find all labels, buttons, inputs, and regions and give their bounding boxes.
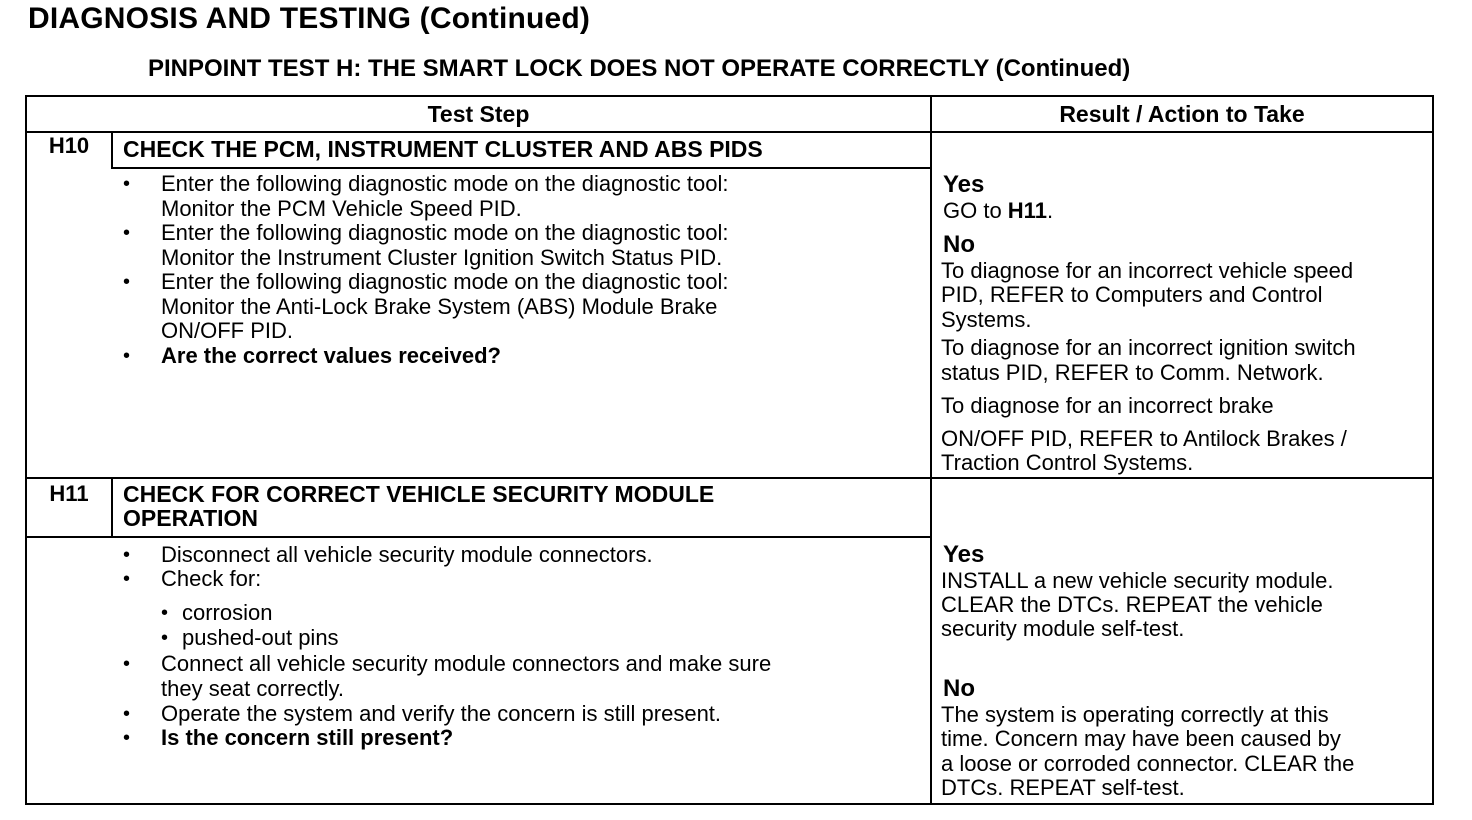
- yes-label: Yes: [943, 171, 985, 198]
- step-id-h10: H10: [48, 133, 90, 158]
- pinpoint-test-table: [25, 95, 1434, 805]
- sub-bullet: •: [161, 627, 169, 649]
- step-link-h11[interactable]: H11: [1007, 198, 1047, 223]
- instruction-line: Monitor the Anti-Lock Brake System (ABS) Module Brake: [161, 294, 718, 319]
- sub-item: corrosion: [182, 600, 273, 625]
- no-action-line: time. Concern may have been caused by: [941, 726, 1341, 751]
- no-label: No: [943, 675, 975, 702]
- no-action-line: Systems.: [941, 307, 1032, 332]
- row-divider: [27, 477, 1432, 479]
- no-label: No: [943, 231, 975, 258]
- column-header-result: Result / Action to Take: [1059, 101, 1305, 127]
- header-divider: [27, 131, 1432, 133]
- pinpoint-test-title: PINPOINT TEST H: THE SMART LOCK DOES NOT OPERATE CORRECTLY (Continued): [148, 55, 1131, 82]
- bullet: •: [123, 653, 131, 675]
- sub-bullet: •: [161, 602, 169, 624]
- bullet: •: [123, 271, 131, 293]
- bullet: •: [123, 345, 131, 367]
- page-title: DIAGNOSIS AND TESTING (Continued): [28, 2, 591, 35]
- h10-title-divider: [111, 167, 930, 169]
- no-action-line: status PID, REFER to Comm. Network.: [941, 360, 1324, 385]
- instruction-line: Enter the following diagnostic mode on the diagnostic tool:: [161, 220, 729, 245]
- question-line: Is the concern still present?: [161, 725, 454, 750]
- no-action-line: PID, REFER to Computers and Control: [941, 282, 1323, 307]
- yes-label: Yes: [943, 541, 985, 568]
- bullet: •: [123, 727, 131, 749]
- yes-action: GO to H11.: [943, 198, 1054, 223]
- h11-title-divider: [27, 536, 930, 538]
- no-action-line: To diagnose for an incorrect brake: [941, 393, 1274, 418]
- step-title-h11: OPERATION: [123, 505, 259, 531]
- column-header-test-step: Test Step: [427, 101, 530, 127]
- instruction-line: Operate the system and verify the concern is still present.: [161, 701, 722, 726]
- step-title-h11: CHECK FOR CORRECT VEHICLE SECURITY MODULE: [123, 481, 715, 507]
- h10-id-divider: [111, 131, 113, 168]
- instruction-line: Connect all vehicle security module connectors and make sure: [161, 651, 772, 676]
- instruction-line: Disconnect all vehicle security module connectors.: [161, 542, 653, 567]
- no-action-line: The system is operating correctly at this: [941, 702, 1329, 727]
- instruction-line: Monitor the PCM Vehicle Speed PID.: [161, 196, 522, 221]
- no-action-line: a loose or corroded connector. CLEAR the: [941, 751, 1355, 776]
- h11-id-divider: [111, 477, 113, 537]
- bullet: •: [123, 222, 131, 244]
- step-title-h10: CHECK THE PCM, INSTRUMENT CLUSTER AND ABS PIDS: [123, 136, 763, 162]
- instruction-line: ON/OFF PID.: [161, 318, 293, 343]
- instruction-line: Check for:: [161, 566, 262, 591]
- no-action-line: To diagnose for an incorrect ignition switch: [941, 335, 1356, 360]
- yes-action-line: security module self-test.: [941, 616, 1185, 641]
- no-action-line: DTCs. REPEAT self-test.: [941, 775, 1185, 800]
- bullet: •: [123, 544, 131, 566]
- instruction-line: Enter the following diagnostic mode on the diagnostic tool:: [161, 171, 729, 196]
- column-divider: [930, 97, 932, 803]
- instruction-line: they seat correctly.: [161, 676, 344, 701]
- no-action-line: Traction Control Systems.: [941, 450, 1194, 475]
- question-line: Are the correct values received?: [161, 343, 501, 368]
- step-id-h11: H11: [49, 481, 89, 506]
- instruction-line: Enter the following diagnostic mode on the diagnostic tool:: [161, 269, 729, 294]
- sub-item: pushed-out pins: [182, 625, 339, 650]
- no-action-line: ON/OFF PID, REFER to Antilock Brakes /: [941, 426, 1347, 451]
- no-action-line: To diagnose for an incorrect vehicle speed: [941, 258, 1354, 283]
- yes-action-line: INSTALL a new vehicle security module.: [941, 568, 1334, 593]
- yes-action-line: CLEAR the DTCs. REPEAT the vehicle: [941, 592, 1323, 617]
- bullet: •: [123, 568, 131, 590]
- bullet: •: [123, 173, 131, 195]
- instruction-line: Monitor the Instrument Cluster Ignition Switch Status PID.: [161, 245, 723, 270]
- bullet: •: [123, 703, 131, 725]
